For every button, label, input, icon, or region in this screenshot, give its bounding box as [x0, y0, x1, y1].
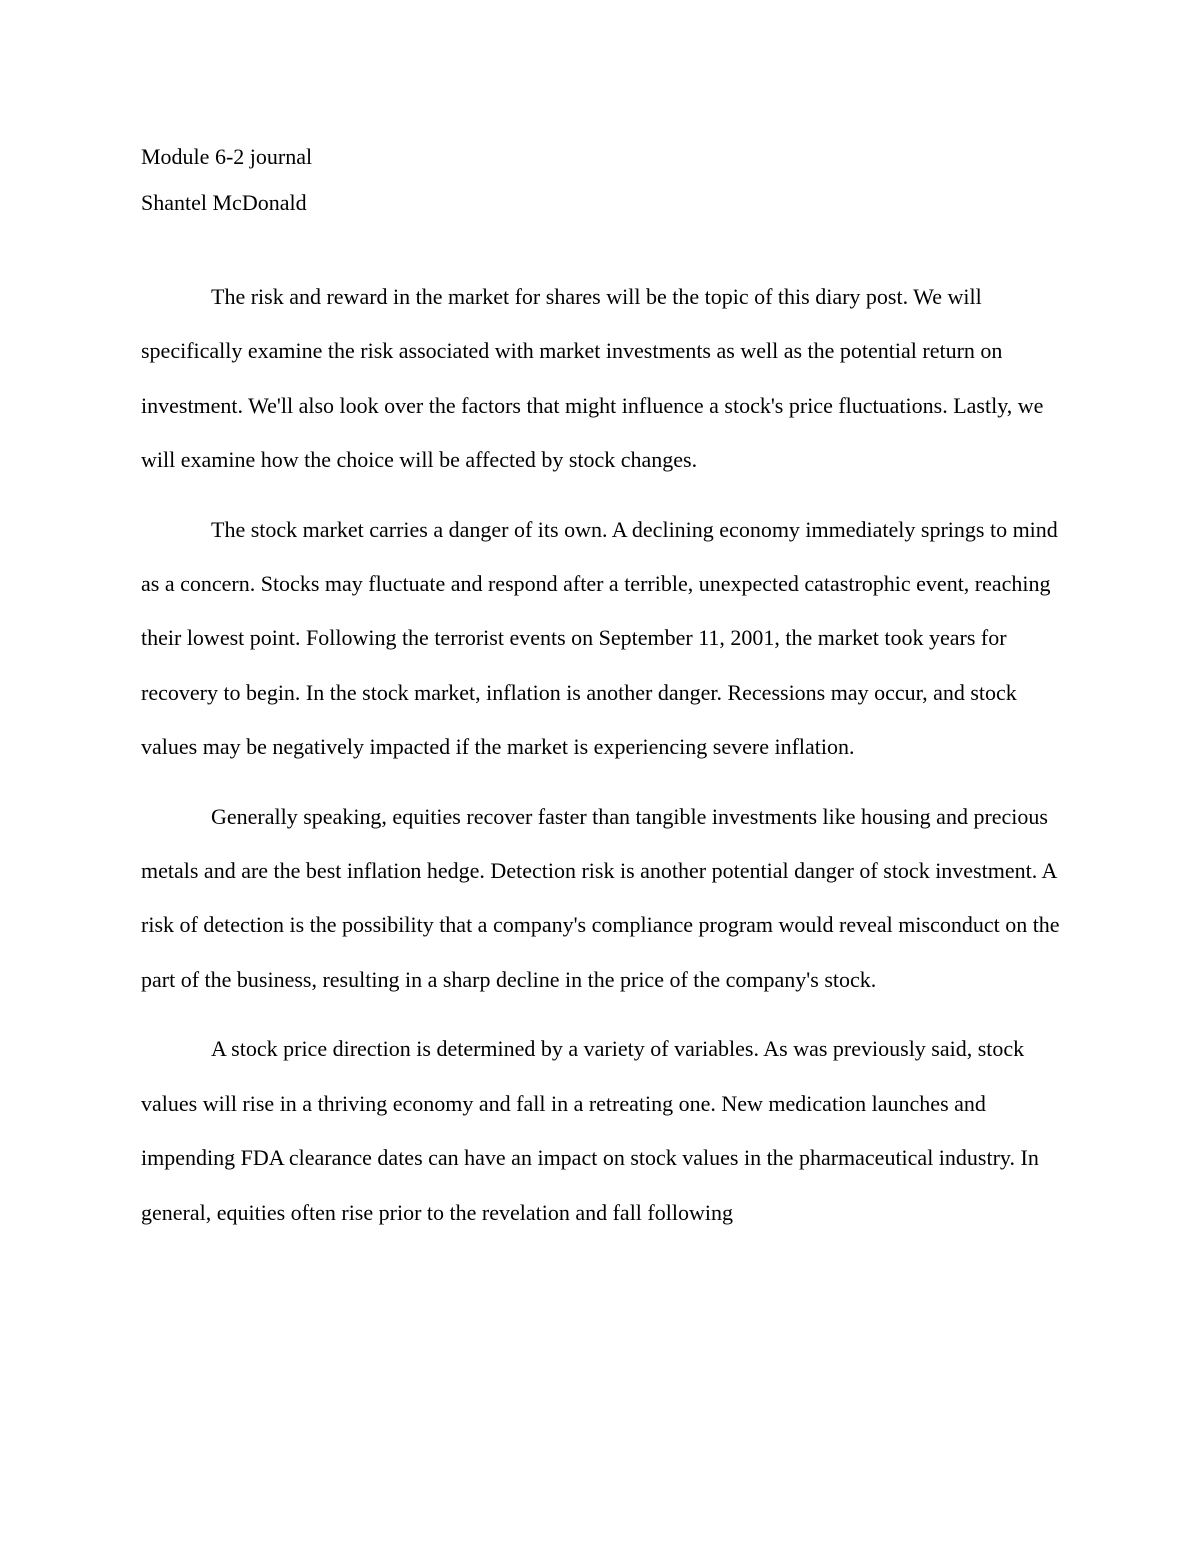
paragraph-price-direction: A stock price direction is determined by a variety of variables. As was previously said, stock values will rise in a thriving economy and fall in a retreating one. New medication launches and impending FDA clearance dates can have an impact on stock values in the pharmaceutical industry. In general, equities often rise prior to the revelation and fall following [141, 1036, 1039, 1225]
document-body [141, 270, 1061, 1255]
document-title: Module 6-2 journal [141, 144, 313, 169]
paragraph-market-danger: The stock market carries a danger of its own. A declining economy immediately springs to mind as a concern. Stocks may fluctuate and respond after a terrible, unexpected catastrophic event, reaching their lowest point. Following the terrorist events on September 11, 2001, the market took years for recovery to begin. In the stock market, inflation is another danger. Recessions may occur, and stock values may be negatively impacted if the market is experiencing severe inflation. [141, 516, 1058, 760]
paragraph-intro: The risk and reward in the market for shares will be the topic of this diary post. We will specifically examine the risk associated with market investments as well as the potential return on investment. We'll also look over the factors that might influence a stock's price fluctuations. Lastly, we will examine how the choice will be affected by stock changes. [141, 284, 1044, 473]
author-name: Shantel McDonald [141, 190, 307, 215]
paragraph-inflation-hedge: Generally speaking, equities recover faster than tangible investments like housing and precious metals and are the best inflation hedge. Detection risk is another potential danger of stock investment. A risk of detection is the possibility that a company's compliance program would reveal misconduct on the part of the business, resulting in a sharp decline in the price of the company's stock. [141, 803, 1060, 992]
